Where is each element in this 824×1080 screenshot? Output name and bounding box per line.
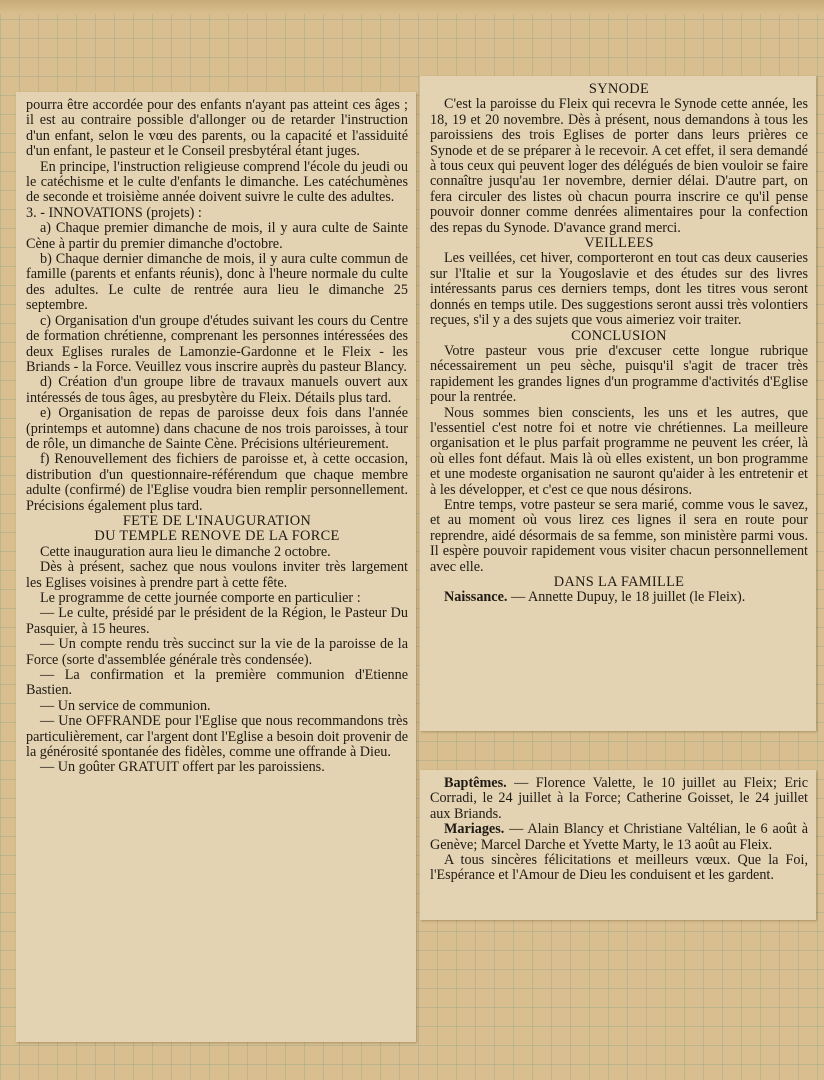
innovation-a: a) Chaque premier dimanche de mois, il y aura culte de Sainte Cène à partir du premier dimanche d'octobre. (26, 220, 408, 252)
right-bottom-clipping (420, 770, 816, 920)
naissance-label: Naissance. (444, 589, 508, 606)
mariages-text: — Alain Blancy et Christiane Valtélian, le 6 août à Genève; Marcel Darche et Yvette Marty, le 13 août au Fleix. (430, 821, 808, 853)
paragraph: Dès à présent, sachez que nous voulons inviter très largement les Eglises voisines à prendre part à cette fête. (26, 559, 408, 591)
program-item: — Un service de communion. (40, 697, 211, 714)
page-edge (0, 0, 824, 14)
naissance-text: — Annette Dupuy, le 18 juillet (le Fleix). (507, 589, 746, 606)
baptemes-text: — Florence Valette, le 10 juillet au Fleix; Eric Corradi, le 24 juillet à la Force; Catherine Goisset, le 24 juillet aux Briands. (430, 775, 808, 822)
naissance-entry (430, 590, 808, 605)
baptemes-entry (430, 776, 808, 822)
veillees-heading: VEILLEES (584, 235, 654, 252)
program-item: — Un goûter GRATUIT offert par les paroissiens. (40, 759, 325, 776)
innovation-e: e) Organisation de repas de paroisse deux fois dans l'année (printemps et automne) dans chacune de nos trois paroisses, à tour de rôle, un dimanche de Sainte Cène. Précisions ultérieurement. (26, 405, 408, 452)
section-heading-innovations: 3. - INNOVATIONS (projets) : (26, 204, 202, 221)
voeux-paragraph: A tous sincères félicitations et meilleurs vœux. Que la Foi, l'Espérance et l'Amour de Dieu les conduisent et les gardent. (430, 852, 808, 884)
conclusion-paragraph: Nous sommes bien conscients, les uns et les autres, que l'essentiel c'est notre foi et notre vie chrétiennes. La meilleure organisation et le plus parfait programme ne peuvent les créer, là où elles font défaut. Mais là où elles existent, un bon programme et une modeste organisation ne sauront qu'aider à les entretenir et à les développer, et c'est ce que nous désirons. (430, 404, 808, 498)
conclusion-paragraph: Votre pasteur vous prie d'excuser cette longue rubrique nécessairement un peu sèche, puisqu'il s'agit de tracer très rapidement les grandes lignes d'un programme d'activités d'Eglise pour la rentrée. (430, 342, 808, 406)
program-item: — Un compte rendu très succinct sur la vie de la paroisse de la Force (sorte d'assemblée générale très condensée). (26, 636, 408, 668)
baptemes-label: Baptêmes. (444, 775, 507, 791)
famille-heading: DANS LA FAMILLE (553, 574, 685, 590)
left-clipping (16, 92, 416, 1042)
paragraph: pourra être accordée pour des enfants n'ayant pas atteint ces âges ; il est au contraire possible d'allonger ou de retarder l'instruction d'un enfant, selon le vœu des parents, ou la capacité et l'assiduité d'un enfant, le pasteur et le Conseil presbytéral étant juges. (26, 97, 408, 160)
paragraph: Le programme de cette journée comporte en particulier : (40, 590, 361, 606)
veillees-paragraph: Les veillées, cet hiver, comporteront en tout cas deux causeries sur l'Italie et sur la Yougoslavie et des études sur des livres intéressants parus ces derniers temps, dont les titres vous seront donnés en temps utile. Des suggestions seront aussi très volontiers reçues, s'il y a des sujets que vous aimeriez voir traiter. (430, 250, 808, 329)
conclusion-paragraph: Entre temps, votre pasteur se sera marié, comme vous le savez, et au moment où vous lirez ces lignes il sera en route pour reprendre, aidé désormais de sa femme, son ministère parmi vous. Il espère pouvoir rapidement vous visiter chacun personnellement avec elle. (430, 496, 808, 575)
innovation-d: d) Création d'un groupe libre de travaux manuels ouvert aux intéressés de tous âges, au presbytère du Fleix. Détails plus tard. (26, 374, 408, 406)
program-item: — Le culte, présidé par le président de la Région, le Pasteur Du Pasquier, à 15 heures. (26, 605, 408, 637)
fete-heading-line2: DU TEMPLE RENOVE DE LA FORCE (94, 528, 340, 545)
program-item: — Une OFFRANDE pour l'Eglise que nous recommandons très particulièrement, car l'argent dont l'Eglise a besoin doit provenir de la générosité spontanée des fidèles, comme une offrande à Dieu. (26, 713, 408, 761)
conclusion-heading: CONCLUSION (571, 327, 667, 344)
fete-heading-line1: FETE DE L'INAUGURATION (122, 512, 312, 529)
right-top-clipping (420, 76, 816, 731)
mariages-label: Mariages. (444, 821, 505, 838)
program-item: — La confirmation et la première communion d'Etienne Bastien. (26, 667, 408, 699)
paragraph: En principe, l'instruction religieuse comprend l'école du jeudi ou le catéchisme et le culte d'enfants le dimanche. Les catéchumènes de seconde et troisième année doivent suivre le culte des adultes. (26, 158, 408, 206)
innovation-b: b) Chaque dernier dimanche de mois, il y aura culte commun de famille (parents et enfants réunis), donc à l'heure normale du culte des adultes. Le culte de rentrée aura lieu le dimanche 25 septembre. (26, 251, 408, 314)
mariages-entry (430, 822, 808, 853)
synode-heading: SYNODE (588, 81, 650, 97)
synode-paragraph: C'est la paroisse du Fleix qui recevra le Synode cette année, les 18, 19 et 20 novembre. Dès à présent, nous demandons à tous les paroissiens des trois Eglises de porter dans leurs prières ce Synode et de se préparer à le recevoir. A cet effet, il sera demandé à tous ceux qui peuvent loger des délégués de bien vouloir se faire connaître jusqu'au 1er novembre, dernier délai. D'autre part, on fera circuler des listes où chacun pourra inscrire ce qu'il pense pouvoir donner comme denrées alimentaires pour la confection des repas du Synode. D'avance grand merci. (430, 96, 808, 236)
innovation-f: f) Renouvellement des fichiers de paroisse et, à cette occasion, distribution d'un questionnaire-référendum que chaque membre adulte (confirmé) de l'Eglise voudra bien remplir personnellement. Précisions également plus tard. (26, 451, 408, 514)
paragraph: Cette inauguration aura lieu le dimanche 2 octobre. (40, 543, 331, 560)
innovation-c: c) Organisation d'un groupe d'études suivant les cours du Centre de formation chrétienne, comprenant les personnes intéressées des deux Eglises rurales de Lamonzie-Gardonne et le Fleix - les Briands - la Force. Veuillez vous inscrire auprès du pasteur Blancy. (26, 312, 408, 375)
